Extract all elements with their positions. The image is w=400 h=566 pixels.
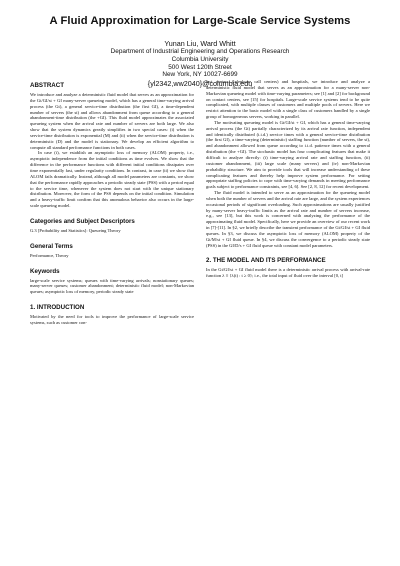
- section-2-heading: 2. THE MODEL AND ITS PERFORMANCE: [206, 257, 326, 265]
- categories-text: G.3 [Probability and Statistics]: Queueing Theory: [30, 227, 121, 233]
- author-email: {yl2342,ww2040}@columbia.edu: [147, 79, 253, 89]
- introduction-text: Motivated by the need for tools to improve the performance of large-scale service systems, such as customer con-: [30, 314, 194, 325]
- keywords-heading: Keywords: [30, 267, 60, 275]
- categories-heading: Categories and Subject Descriptors: [30, 217, 135, 225]
- general-terms-heading: General Terms: [30, 242, 73, 250]
- paper-title: A Fluid Approximation for Large-Scale Service Systems: [49, 15, 351, 27]
- intro-paragraph-3: The fluid model is intended to serve as an approximation for the queueing model when both the number of servers and the arrival rate are large, and the system experiences occasional periods of significant overloading. Such approximations are usually justified by many-server heavy-traffic limits as the arrival rate and number of servers increase, e.g., see [13], but this work is concerned with analyzing the performance of the approximating fluid model. Specifically, here we provide an overview of our recent work in [7]-[11]. In §2, we briefly describe the transient performance of the Gt/GI/st + GI fluid queues. In §3, we discuss the asymptotic loss of memory (ALOM) property of the Gt/M/st + GI fluid queue. In §4, we discuss the convergence to a periodic steady state (PSS) in the GI/D/s + GI fluid queue with constant model parameters.: [206, 190, 370, 248]
- right-column: [206, 79, 370, 279]
- author-department: Department of Industrial Engineering and Operations Research: [110, 48, 290, 55]
- left-column: [30, 82, 194, 326]
- intro-paragraph-1: tact centers (telephone call centers) and hospitals, we introduce and analyze a deterministic fluid model that serves as an approximation for a many-server non-Markovian queueing model with time-varying parameters; see [1] and [2] for background on contact centers, see [15] for hospitals. Large-scale service systems tend to be quite complicated, with multiple classes of customers and multiple pools of servers. Here we restrict attention to the basic model with a single class of customers handled by a single group of homogeneous servers, working in parallel.: [206, 79, 370, 120]
- abstract-paragraph-1: We introduce and analyze a deterministic fluid model that serves as an approximation for the Gt/GI/st + GI many-server queueing model, which has a general time-varying arrival process (the Gt), a general service-time distribution (the first GI), a time-dependent number of servers (the st) and allows abandonment from queue according to a general abandonment-time distribution (the +GI). This fluid model approximates the associated queueing system when the arrival rate and number of servers are both large. We also show that the system dynamics greatly simplifies in two special cases: (i) when the service-time distribution is exponential (M) and (ii) when the service-time distribution is deterministic (D) and the model is stationary. We develop an efficient algorithm to compute all standard performance functions in both cases.: [30, 92, 194, 150]
- general-terms-text: Performance, Theory: [30, 252, 69, 258]
- author-names: Yunan Liu, Ward Whitt: [164, 39, 236, 48]
- author-city: New York, NY 10027-6699: [162, 71, 238, 79]
- abstract-paragraph-2: In case (i), we establish an asymptotic loss of memory (ALOM) property, i.e., asymptotic independence from the initial conditions as time evolves. We show that the difference in the performance functions with different initial conditions dissipates over time exponentially fast, under regularity conditions. In contrast, in case (ii) we show that ALOM fails dramatically. Instead, although all model parameters are constants, we show that the performance rapidly approaches a periodic steady state (PSS) with a period equal to the service time, whenever the system does not start with the unique stationary distribution. Moreover, the form of the PSS depends on the initial condition. Simulation and a heavy-traffic limit confirm that this anomalous behavior also occurs in the large-scale queueing model.: [30, 150, 194, 209]
- abstract-heading: ABSTRACT: [30, 82, 65, 89]
- intro-paragraph-2: The motivating queueing model is Gt/GI/st + GI, which has a general time-varying arrival process (the Gt) partially characterized by its arrival rate function, independent and identically distributed (i.i.d.) service times with a general service-time distribution (the first GI), a time-varying (deterministic) staffing function (number of servers, the st), and abandonment allowed from queue according to i.i.d. patience times with a general distribution (the +GI). The stochastic model has four complicating features that make it difficult to analyze directly: (i) time-varying arrival rate and staffing function, (ii) customer abandonment, (iii) large scale (many servers) and (iv) non-Markovian probability structure. We aim to provide tools that will increase understanding of these complicating features and thereby help improve system performance. For setting appropriate staffing policies to cope with time-varying demands in meeting performance goals subject to performance constraints, see [4, 6]. See [2, 8, 12] for recent development.: [206, 119, 370, 190]
- author-street: 500 West 120th Street: [168, 63, 232, 71]
- keywords-text: large-scale service systems; queues with time-varying arrivals; nonstationary queues; many-server queues; customer abandonment; deterministic fluid model; non-Markovian queues; asymptotic loss of memory, periodic steady state: [30, 277, 194, 295]
- introduction-heading: 1. INTRODUCTION: [30, 304, 85, 312]
- author-university: Columbia University: [171, 55, 229, 63]
- section-2-text: In the Gt/GI/st + GI fluid model there is a deterministic arrival process with arrival-rate function λ ≡ {λ(t) : t ≥ 0}; i.e., the total input of fluid over the interval [0, t]: [206, 267, 370, 279]
